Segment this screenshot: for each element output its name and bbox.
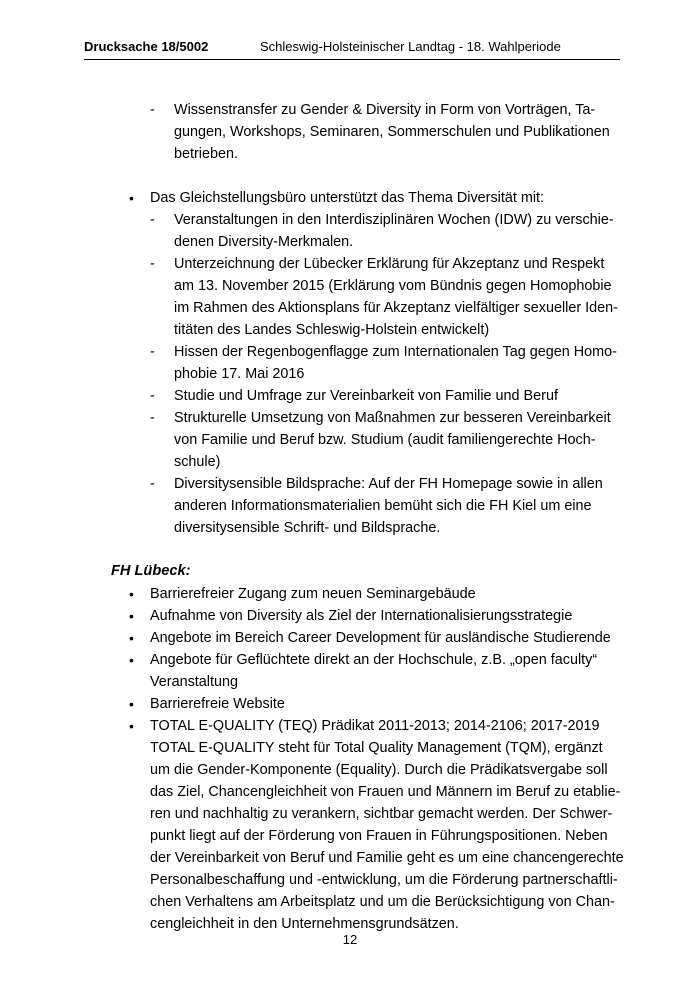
text-line: von Familie und Beruf bzw. Studium (audit familiengerechte Hoch- — [174, 432, 596, 448]
text-line: das Ziel, Chancengleichheit von Frauen und Männern im Beruf zu etablie- — [150, 784, 621, 800]
text-line: Personalbeschaffung und -entwicklung, um die Förderung partnerschaftli- — [150, 872, 618, 888]
text-line: denen Diversity-Merkmalen. — [174, 234, 354, 250]
text-line: Hissen der Regenbogenflagge zum Internationalen Tag gegen Homo- — [174, 344, 617, 360]
text-line: TOTAL E-QUALITY steht für Total Quality Management (TQM), ergänzt — [150, 740, 603, 756]
text-line: Barrierefreier Zugang zum neuen Seminargebäude — [150, 586, 476, 602]
bullet-marker: • — [129, 190, 134, 206]
bullet-marker: • — [129, 586, 134, 602]
text-line: im Rahmen des Aktionsplans für Akzeptanz vielfältiger sexueller Iden- — [174, 300, 618, 316]
text-line: betrieben. — [174, 146, 239, 162]
dash-marker: - — [150, 410, 155, 426]
text-line: Angebote für Geflüchtete direkt an der Hochschule, z.B. „open faculty“ — [150, 652, 598, 668]
bullet-marker: • — [129, 696, 134, 712]
text-line: ren und nachhaltig zu verankern, sichtbar gemacht werden. Der Schwer- — [150, 806, 613, 822]
dash-marker: - — [150, 344, 155, 360]
text-line: um die Gender-Komponente (Equality). Durch die Prädikatsvergabe soll — [150, 762, 608, 778]
bullet-marker: • — [129, 652, 134, 668]
section-heading: FH Lübeck: — [111, 563, 191, 579]
text-line: TOTAL E-QUALITY (TEQ) Prädikat 2011-2013; 2014-2106; 2017-2019 — [150, 718, 600, 734]
text-line: anderen Informationsmaterialien bemüht sich die FH Kiel um eine — [174, 498, 592, 514]
page-number: 12 — [342, 932, 358, 947]
text-line: der Vereinbarkeit von Beruf und Familie geht es um eine chancengerechte — [150, 850, 624, 866]
text-line: Veranstaltung — [150, 674, 239, 690]
text-line: cengleichheit in den Unternehmensgrundsätzen. — [150, 916, 459, 932]
text-line: Unterzeichnung der Lübecker Erklärung für Akzeptanz und Respekt — [174, 256, 605, 272]
dash-marker: - — [150, 102, 155, 118]
page-header — [84, 37, 620, 60]
text-line: phobie 17. Mai 2016 — [174, 366, 305, 382]
text-line: Wissenstransfer zu Gender & Diversity in Form von Vorträgen, Ta- — [174, 102, 596, 118]
text-line: am 13. November 2015 (Erklärung vom Bündnis gegen Homophobie — [174, 278, 612, 294]
text-line: Barrierefreie Website — [150, 696, 285, 712]
dash-marker: - — [150, 476, 155, 492]
dash-marker: - — [150, 388, 155, 404]
text-line: gungen, Workshops, Seminaren, Sommerschulen und Publikationen — [174, 124, 610, 140]
text-line: punkt liegt auf der Förderung von Frauen in Führungspositionen. Neben — [150, 828, 608, 844]
parliament-title: Schleswig-Holsteinischer Landtag - 18. Wahlperiode — [260, 39, 561, 54]
bullet-marker: • — [129, 630, 134, 646]
bullet-marker: • — [129, 608, 134, 624]
bullet-marker: • — [129, 718, 134, 734]
text-line: schule) — [174, 454, 221, 470]
dash-marker: - — [150, 212, 155, 228]
document-number: Drucksache 18/5002 — [84, 39, 209, 54]
text-line: Aufnahme von Diversity als Ziel der Internationalisierungsstrategie — [150, 608, 573, 624]
text-line: Studie und Umfrage zur Vereinbarkeit von Familie und Beruf — [174, 388, 558, 404]
text-line: Angebote im Bereich Career Development für ausländische Studierende — [150, 630, 611, 646]
bullet-text: Das Gleichstellungsbüro unterstützt das Thema Diversität mit: — [150, 190, 545, 206]
text-line: Diversitysensible Bildsprache: Auf der FH Homepage sowie in allen — [174, 476, 603, 492]
text-line: chen Verhaltens am Arbeitsplatz und um die Berücksichtigung von Chan- — [150, 894, 615, 910]
text-line: titäten des Landes Schleswig-Holstein entwickelt) — [174, 322, 490, 338]
text-line: Veranstaltungen in den Interdisziplinären Wochen (IDW) zu verschie- — [174, 212, 614, 228]
text-line: diversitysensible Schrift- und Bildsprache. — [174, 520, 441, 536]
dash-marker: - — [150, 256, 155, 272]
text-line: Strukturelle Umsetzung von Maßnahmen zur besseren Vereinbarkeit — [174, 410, 611, 426]
